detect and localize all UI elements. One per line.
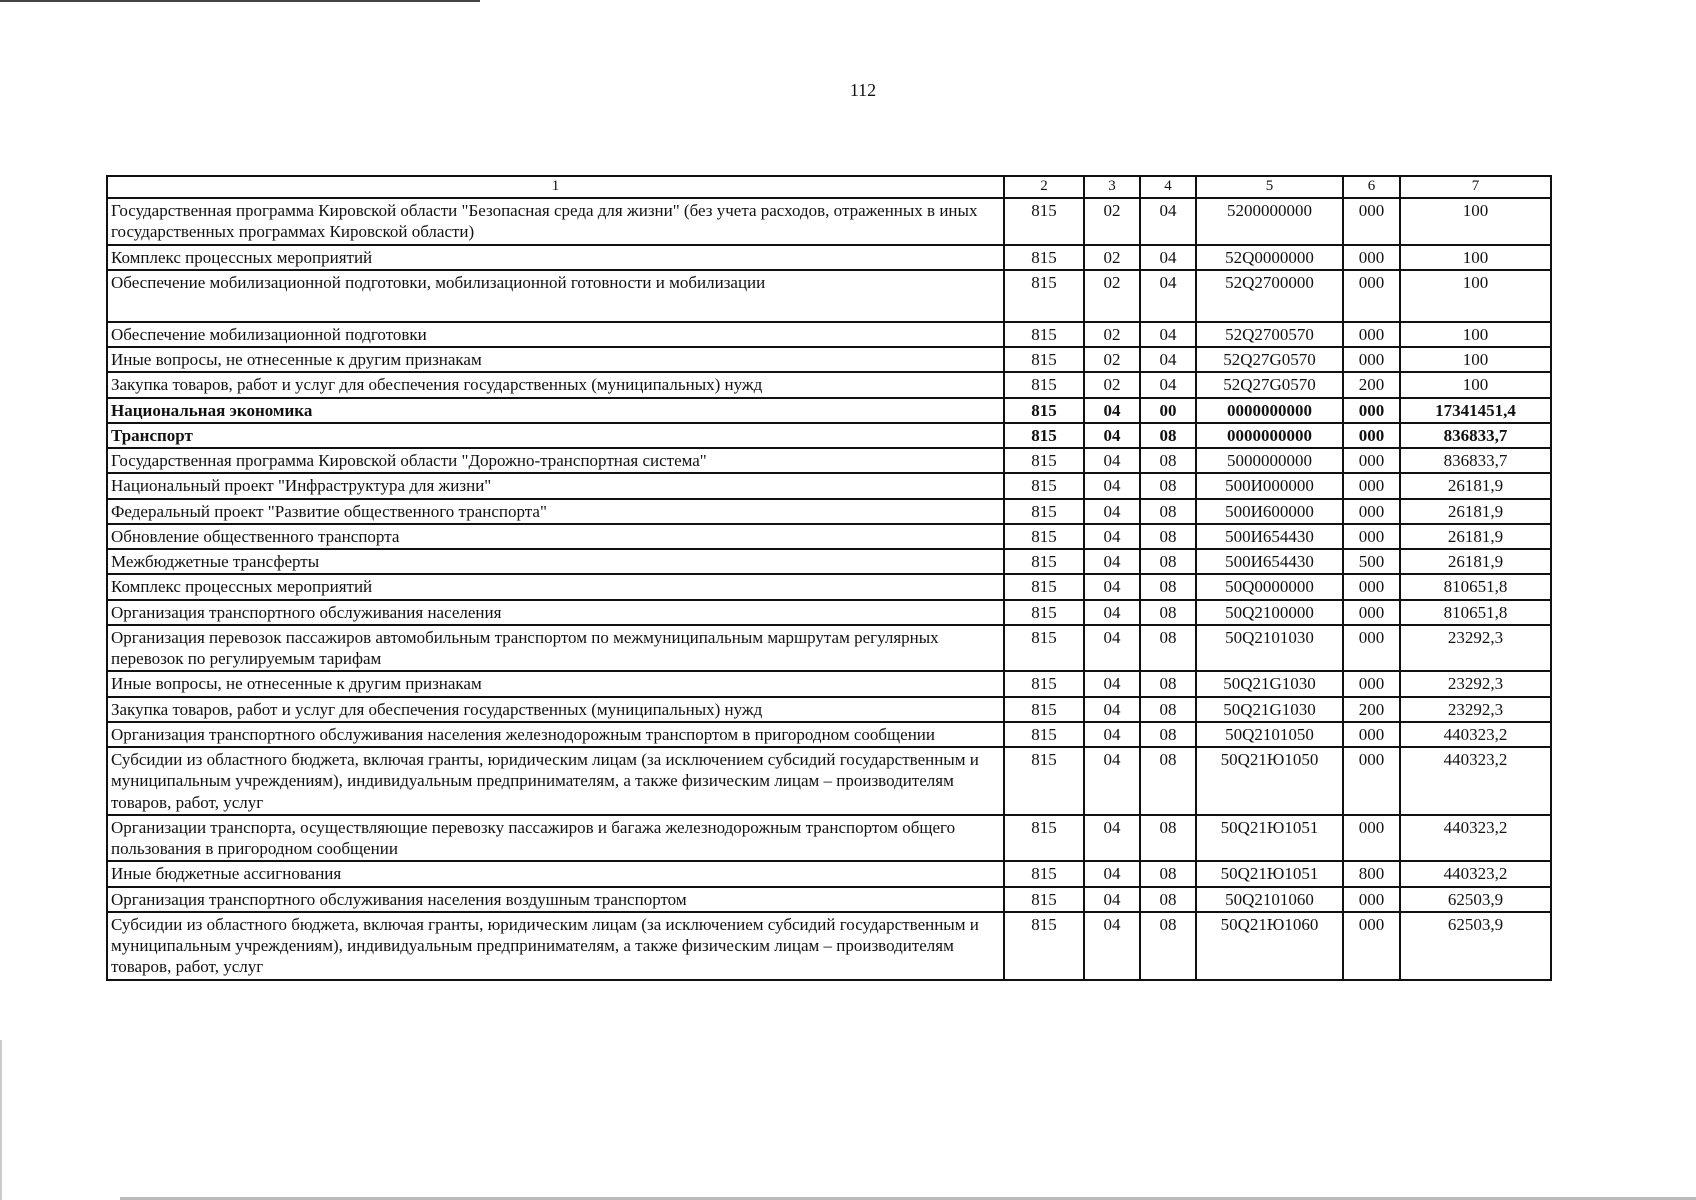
administrator-code-cell: 815 <box>1004 912 1084 980</box>
target-article-cell: 50Q2100000 <box>1196 600 1343 625</box>
administrator-code-cell: 815 <box>1004 861 1084 886</box>
expense-type-cell: 000 <box>1343 600 1400 625</box>
section-code-cell: 04 <box>1084 600 1140 625</box>
target-article-cell: 50Q0000000 <box>1196 574 1343 599</box>
expense-type-cell: 000 <box>1343 198 1400 245</box>
administrator-code-cell: 815 <box>1004 697 1084 722</box>
table-row <box>107 347 1551 372</box>
table-row <box>107 198 1551 245</box>
amount-cell: 62503,9 <box>1400 887 1551 912</box>
target-article-cell: 50Q21Ю1051 <box>1196 861 1343 886</box>
target-article-cell: 500И654430 <box>1196 524 1343 549</box>
target-article-cell: 52Q27G0570 <box>1196 347 1343 372</box>
table-row <box>107 625 1551 672</box>
subsection-code-cell: 08 <box>1140 423 1196 448</box>
administrator-code-cell: 815 <box>1004 473 1084 498</box>
table-row <box>107 722 1551 747</box>
section-code-cell: 04 <box>1084 671 1140 696</box>
expense-type-cell: 000 <box>1343 270 1400 322</box>
expense-type-cell: 500 <box>1343 549 1400 574</box>
section-code-cell: 04 <box>1084 499 1140 524</box>
name-cell: Иные вопросы, не отнесенные к другим признакам <box>107 347 1004 372</box>
table-row <box>107 861 1551 886</box>
table-row <box>107 322 1551 347</box>
administrator-code-cell: 815 <box>1004 574 1084 599</box>
expense-type-cell: 800 <box>1343 861 1400 886</box>
table-row <box>107 912 1551 980</box>
target-article-cell: 0000000000 <box>1196 423 1343 448</box>
administrator-code-cell: 815 <box>1004 499 1084 524</box>
administrator-code-cell: 815 <box>1004 600 1084 625</box>
table-row <box>107 549 1551 574</box>
header-col-6: 6 <box>1343 176 1400 198</box>
subsection-code-cell: 04 <box>1140 322 1196 347</box>
administrator-code-cell: 815 <box>1004 747 1084 815</box>
subsection-code-cell: 08 <box>1140 625 1196 672</box>
expense-type-cell: 000 <box>1343 398 1400 423</box>
section-code-cell: 02 <box>1084 245 1140 270</box>
target-article-cell: 50Q2101060 <box>1196 887 1343 912</box>
header-col-1: 1 <box>107 176 1004 198</box>
subsection-code-cell: 04 <box>1140 372 1196 397</box>
administrator-code-cell: 815 <box>1004 245 1084 270</box>
name-cell: Комплекс процессных мероприятий <box>107 245 1004 270</box>
table-body <box>107 198 1551 980</box>
budget-table <box>106 175 1552 981</box>
amount-cell: 100 <box>1400 270 1551 322</box>
target-article-cell: 50Q21Ю1060 <box>1196 912 1343 980</box>
expense-type-cell: 000 <box>1343 574 1400 599</box>
administrator-code-cell: 815 <box>1004 524 1084 549</box>
expense-type-cell: 000 <box>1343 499 1400 524</box>
subsection-code-cell: 00 <box>1140 398 1196 423</box>
page-number: 112 <box>849 80 877 100</box>
expense-type-cell: 000 <box>1343 423 1400 448</box>
amount-cell: 26181,9 <box>1400 499 1551 524</box>
subsection-code-cell: 08 <box>1140 574 1196 599</box>
administrator-code-cell: 815 <box>1004 198 1084 245</box>
table-row <box>107 747 1551 815</box>
administrator-code-cell: 815 <box>1004 270 1084 322</box>
administrator-code-cell: 815 <box>1004 671 1084 696</box>
name-cell: Организация транспортного обслуживания населения железнодорожным транспортом в пригородном сообщении <box>107 722 1004 747</box>
name-cell: Межбюджетные трансферты <box>107 549 1004 574</box>
header-col-3: 3 <box>1084 176 1140 198</box>
name-cell: Организации транспорта, осуществляющие перевозку пассажиров и багажа железнодорожным транспортом общего пользования в пригородном сообщении <box>107 815 1004 862</box>
amount-cell: 810651,8 <box>1400 574 1551 599</box>
subsection-code-cell: 08 <box>1140 524 1196 549</box>
administrator-code-cell: 815 <box>1004 887 1084 912</box>
expense-type-cell: 000 <box>1343 887 1400 912</box>
administrator-code-cell: 815 <box>1004 625 1084 672</box>
section-code-cell: 04 <box>1084 722 1140 747</box>
expense-type-cell: 000 <box>1343 722 1400 747</box>
amount-cell: 26181,9 <box>1400 524 1551 549</box>
expense-type-cell: 200 <box>1343 697 1400 722</box>
name-cell: Организация транспортного обслуживания населения воздушным транспортом <box>107 887 1004 912</box>
subsection-code-cell: 04 <box>1140 347 1196 372</box>
amount-cell: 26181,9 <box>1400 473 1551 498</box>
target-article-cell: 50Q21Ю1050 <box>1196 747 1343 815</box>
table-header-row <box>107 176 1551 198</box>
expense-type-cell: 000 <box>1343 671 1400 696</box>
header-col-4: 4 <box>1140 176 1196 198</box>
target-article-cell: 50Q21G1030 <box>1196 671 1343 696</box>
table-row <box>107 499 1551 524</box>
subsection-code-cell: 08 <box>1140 747 1196 815</box>
amount-cell: 23292,3 <box>1400 671 1551 696</box>
subsection-code-cell: 08 <box>1140 499 1196 524</box>
table-row <box>107 887 1551 912</box>
table-row <box>107 372 1551 397</box>
section-code-cell: 02 <box>1084 372 1140 397</box>
amount-cell: 440323,2 <box>1400 747 1551 815</box>
name-cell: Закупка товаров, работ и услуг для обеспечения государственных (муниципальных) нужд <box>107 697 1004 722</box>
section-code-cell: 04 <box>1084 448 1140 473</box>
target-article-cell: 52Q2700000 <box>1196 270 1343 322</box>
target-article-cell: 500И600000 <box>1196 499 1343 524</box>
target-article-cell: 50Q21G1030 <box>1196 697 1343 722</box>
section-code-cell: 04 <box>1084 747 1140 815</box>
table-row <box>107 600 1551 625</box>
expense-type-cell: 000 <box>1343 347 1400 372</box>
header-col-7: 7 <box>1400 176 1551 198</box>
name-cell: Организация транспортного обслуживания населения <box>107 600 1004 625</box>
expense-type-cell: 000 <box>1343 625 1400 672</box>
subsection-code-cell: 04 <box>1140 198 1196 245</box>
subsection-code-cell: 08 <box>1140 912 1196 980</box>
amount-cell: 17341451,4 <box>1400 398 1551 423</box>
amount-cell: 836833,7 <box>1400 448 1551 473</box>
expense-type-cell: 000 <box>1343 448 1400 473</box>
name-cell: Обеспечение мобилизационной подготовки <box>107 322 1004 347</box>
section-code-cell: 04 <box>1084 815 1140 862</box>
section-code-cell: 04 <box>1084 524 1140 549</box>
name-cell: Организация перевозок пассажиров автомобильным транспортом по межмуниципальным маршрутам регулярных перевозок по регулируемым тарифам <box>107 625 1004 672</box>
section-code-cell: 04 <box>1084 625 1140 672</box>
table-row <box>107 524 1551 549</box>
name-cell: Государственная программа Кировской области "Безопасная среда для жизни" (без учета расходов, отраженных в иных государственных программах Кировской области) <box>107 198 1004 245</box>
amount-cell: 100 <box>1400 372 1551 397</box>
amount-cell: 62503,9 <box>1400 912 1551 980</box>
expense-type-cell: 000 <box>1343 473 1400 498</box>
target-article-cell: 50Q21Ю1051 <box>1196 815 1343 862</box>
target-article-cell: 52Q2700570 <box>1196 322 1343 347</box>
table-row <box>107 697 1551 722</box>
target-article-cell: 5000000000 <box>1196 448 1343 473</box>
expense-type-cell: 000 <box>1343 815 1400 862</box>
section-code-cell: 02 <box>1084 270 1140 322</box>
table-row <box>107 671 1551 696</box>
header-col-2: 2 <box>1004 176 1084 198</box>
amount-cell: 23292,3 <box>1400 697 1551 722</box>
name-cell: Национальная экономика <box>107 398 1004 423</box>
section-code-cell: 04 <box>1084 574 1140 599</box>
name-cell: Транспорт <box>107 423 1004 448</box>
target-article-cell: 50Q2101050 <box>1196 722 1343 747</box>
administrator-code-cell: 815 <box>1004 722 1084 747</box>
subsection-code-cell: 08 <box>1140 815 1196 862</box>
subsection-code-cell: 08 <box>1140 448 1196 473</box>
amount-cell: 100 <box>1400 347 1551 372</box>
expense-type-cell: 000 <box>1343 524 1400 549</box>
section-code-cell: 04 <box>1084 912 1140 980</box>
table-row <box>107 398 1551 423</box>
target-article-cell: 52Q0000000 <box>1196 245 1343 270</box>
amount-cell: 23292,3 <box>1400 625 1551 672</box>
subsection-code-cell: 08 <box>1140 722 1196 747</box>
administrator-code-cell: 815 <box>1004 549 1084 574</box>
table-row <box>107 815 1551 862</box>
subsection-code-cell: 08 <box>1140 671 1196 696</box>
scan-edge-top <box>0 0 480 2</box>
section-code-cell: 04 <box>1084 697 1140 722</box>
amount-cell: 440323,2 <box>1400 815 1551 862</box>
section-code-cell: 04 <box>1084 861 1140 886</box>
subsection-code-cell: 08 <box>1140 549 1196 574</box>
amount-cell: 440323,2 <box>1400 861 1551 886</box>
administrator-code-cell: 815 <box>1004 423 1084 448</box>
name-cell: Национальный проект "Инфраструктура для жизни" <box>107 473 1004 498</box>
target-article-cell: 52Q27G0570 <box>1196 372 1343 397</box>
table-row <box>107 423 1551 448</box>
expense-type-cell: 000 <box>1343 322 1400 347</box>
name-cell: Субсидии из областного бюджета, включая гранты, юридическим лицам (за исключением субсидий государственным и муниципальным учреждениям), индивидуальным предпринимателям, а также физическим лицам – производителям товаров, работ, услуг <box>107 747 1004 815</box>
scan-edge-left <box>0 1040 2 1200</box>
name-cell: Комплекс процессных мероприятий <box>107 574 1004 599</box>
expense-type-cell: 000 <box>1343 245 1400 270</box>
section-code-cell: 04 <box>1084 473 1140 498</box>
name-cell: Обновление общественного транспорта <box>107 524 1004 549</box>
target-article-cell: 500И000000 <box>1196 473 1343 498</box>
section-code-cell: 04 <box>1084 423 1140 448</box>
expense-type-cell: 000 <box>1343 747 1400 815</box>
target-article-cell: 500И654430 <box>1196 549 1343 574</box>
administrator-code-cell: 815 <box>1004 448 1084 473</box>
amount-cell: 100 <box>1400 245 1551 270</box>
section-code-cell: 02 <box>1084 322 1140 347</box>
name-cell: Федеральный проект "Развитие общественного транспорта" <box>107 499 1004 524</box>
target-article-cell: 0000000000 <box>1196 398 1343 423</box>
table-row <box>107 270 1551 322</box>
section-code-cell: 04 <box>1084 398 1140 423</box>
header-col-5: 5 <box>1196 176 1343 198</box>
amount-cell: 100 <box>1400 198 1551 245</box>
administrator-code-cell: 815 <box>1004 347 1084 372</box>
amount-cell: 100 <box>1400 322 1551 347</box>
table-row <box>107 473 1551 498</box>
subsection-code-cell: 08 <box>1140 861 1196 886</box>
administrator-code-cell: 815 <box>1004 322 1084 347</box>
subsection-code-cell: 08 <box>1140 697 1196 722</box>
section-code-cell: 04 <box>1084 549 1140 574</box>
amount-cell: 810651,8 <box>1400 600 1551 625</box>
section-code-cell: 04 <box>1084 887 1140 912</box>
target-article-cell: 50Q2101030 <box>1196 625 1343 672</box>
administrator-code-cell: 815 <box>1004 815 1084 862</box>
name-cell: Иные бюджетные ассигнования <box>107 861 1004 886</box>
expense-type-cell: 200 <box>1343 372 1400 397</box>
name-cell: Обеспечение мобилизационной подготовки, мобилизационной готовности и мобилизации <box>107 270 1004 322</box>
administrator-code-cell: 815 <box>1004 372 1084 397</box>
target-article-cell: 5200000000 <box>1196 198 1343 245</box>
amount-cell: 440323,2 <box>1400 722 1551 747</box>
name-cell: Государственная программа Кировской области "Дорожно-транспортная система" <box>107 448 1004 473</box>
section-code-cell: 02 <box>1084 198 1140 245</box>
subsection-code-cell: 04 <box>1140 245 1196 270</box>
subsection-code-cell: 08 <box>1140 473 1196 498</box>
section-code-cell: 02 <box>1084 347 1140 372</box>
subsection-code-cell: 08 <box>1140 600 1196 625</box>
table-row <box>107 245 1551 270</box>
amount-cell: 836833,7 <box>1400 423 1551 448</box>
table-row <box>107 574 1551 599</box>
subsection-code-cell: 04 <box>1140 270 1196 322</box>
subsection-code-cell: 08 <box>1140 887 1196 912</box>
administrator-code-cell: 815 <box>1004 398 1084 423</box>
name-cell: Иные вопросы, не отнесенные к другим признакам <box>107 671 1004 696</box>
name-cell: Закупка товаров, работ и услуг для обеспечения государственных (муниципальных) нужд <box>107 372 1004 397</box>
expense-type-cell: 000 <box>1343 912 1400 980</box>
table-row <box>107 448 1551 473</box>
amount-cell: 26181,9 <box>1400 549 1551 574</box>
name-cell: Субсидии из областного бюджета, включая гранты, юридическим лицам (за исключением субсидий государственным и муниципальным учреждениям), индивидуальным предпринимателям, а также физическим лицам – производителям товаров, работ, услуг <box>107 912 1004 980</box>
